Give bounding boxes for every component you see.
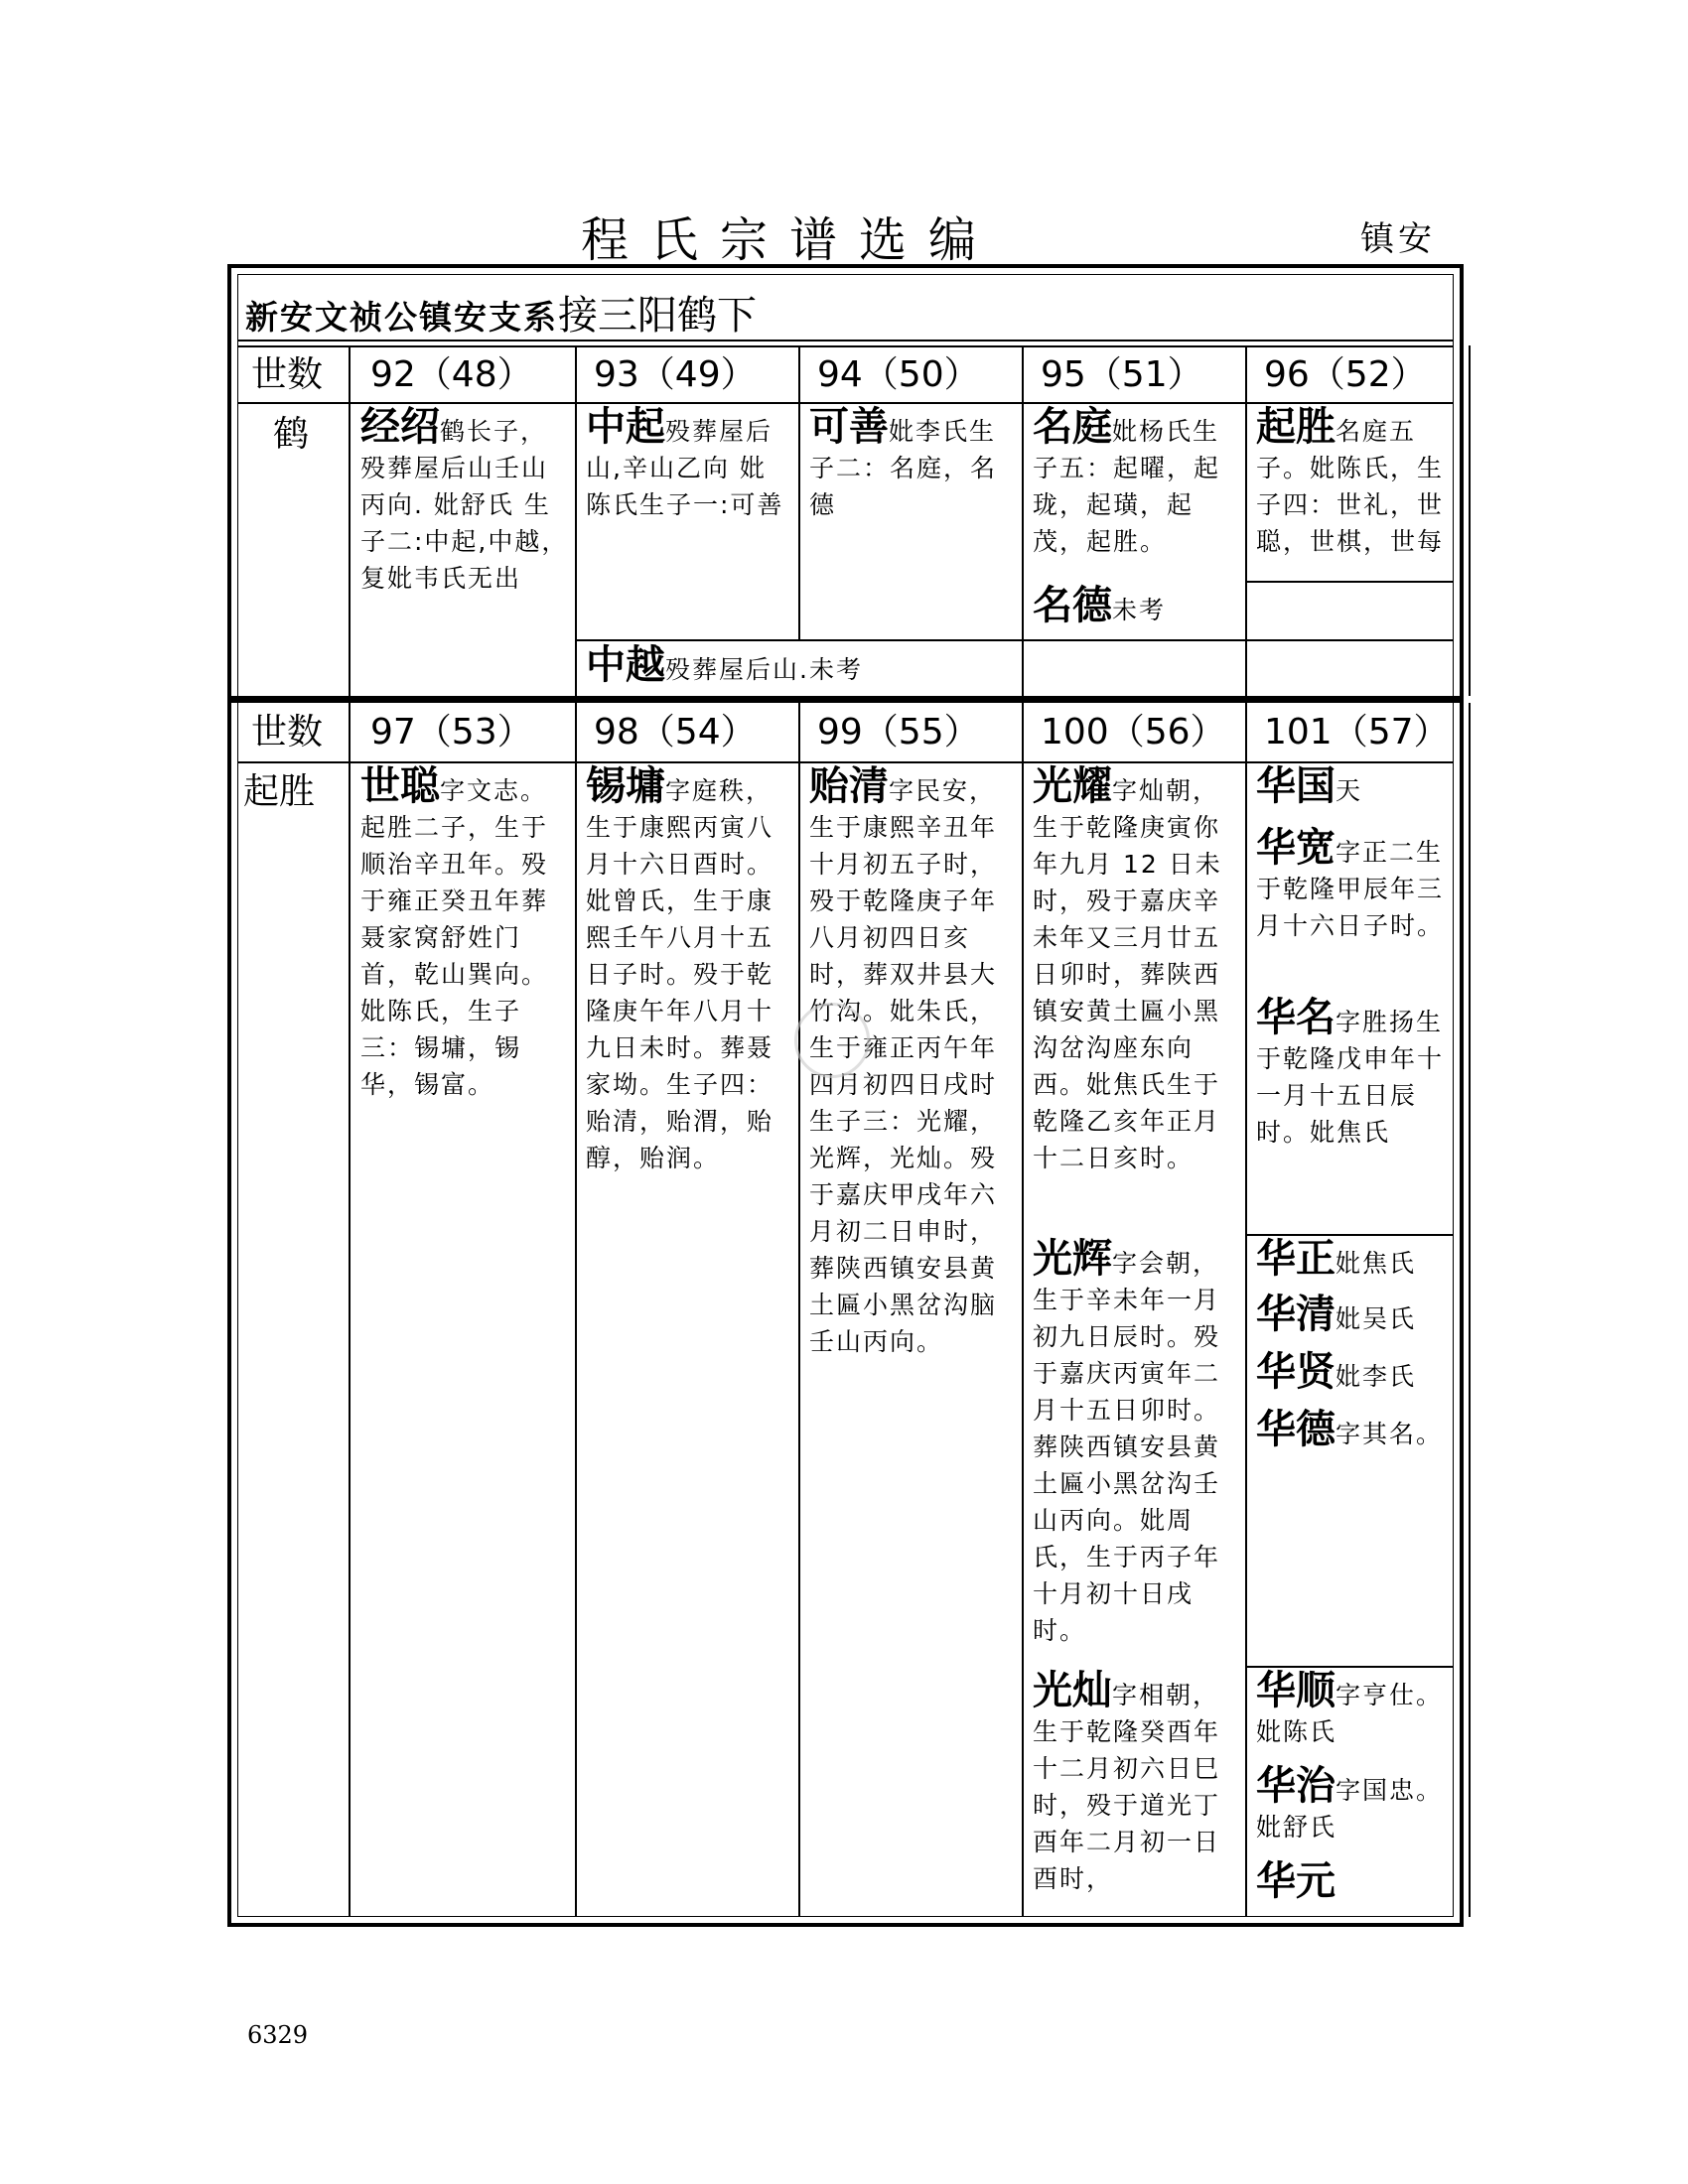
ancestor-label: 鹤 [273, 414, 310, 455]
page-number: 6329 [247, 2021, 309, 2049]
person-name: 光耀 [1033, 763, 1112, 809]
person-details: 鹤长子，殁葬屋后山壬山丙向. 妣舒氏 生子二:中起,中越，复妣韦氏无出 [360, 417, 569, 593]
divider [798, 345, 800, 639]
person-entry [1033, 1236, 1239, 1649]
generation-header: 98（54） [594, 712, 757, 752]
person-details: 字相朝，生于乾隆癸酉年十二月初六日巳时，殁于道光丁酉年二月初一日酉时， [1033, 1681, 1221, 1893]
person-entry [1256, 1292, 1455, 1337]
divider [575, 639, 1454, 641]
person-details: 字胜扬生于乾隆戊申年十一月十五日辰时。妣焦氏 [1256, 1008, 1445, 1147]
divider [575, 703, 577, 1917]
person-details: 妣吴氏 [1336, 1304, 1417, 1333]
person-details: 字亨仕。妣陈氏 [1256, 1681, 1444, 1746]
divider [1022, 345, 1024, 696]
banner-continuation: 接三阳鹤下 [558, 293, 757, 339]
section-divider [231, 696, 1460, 703]
divider [575, 345, 577, 696]
person-name: 光灿 [1033, 1668, 1112, 1713]
person-details: 妣李氏 [1336, 1362, 1417, 1391]
ancestor-label: 起胜 [243, 771, 316, 812]
divider [1469, 345, 1471, 696]
person-name: 华正 [1256, 1236, 1336, 1282]
person-entry [586, 404, 792, 523]
person-entry [1033, 404, 1239, 560]
divider [349, 345, 351, 696]
person-name: 经绍 [360, 404, 440, 450]
person-entry [360, 763, 569, 1103]
person-entry [1256, 995, 1455, 1151]
person-details: 殁葬屋后山.未考 [665, 655, 863, 684]
person-entry [1256, 763, 1455, 809]
person-entry [1033, 583, 1239, 628]
divider [349, 703, 351, 1917]
person-name: 华清 [1256, 1292, 1336, 1337]
person-name: 名庭 [1033, 404, 1112, 450]
page-title: 程氏宗谱选编 [581, 212, 999, 268]
person-entry [586, 642, 1013, 688]
person-name: 光辉 [1033, 1236, 1112, 1282]
generation-header: 99（55） [817, 712, 980, 752]
person-name: 华名 [1256, 995, 1336, 1040]
generation-header: 96（52） [1264, 354, 1427, 395]
person-name: 华元 [1256, 1858, 1336, 1904]
generation-header: 101（57） [1264, 712, 1450, 752]
generation-header: 97（53） [370, 712, 533, 752]
generation-header: 95（51） [1041, 354, 1203, 395]
divider [237, 340, 1454, 341]
person-name: 华治 [1256, 1763, 1336, 1809]
divider [1469, 703, 1471, 1917]
person-entry [586, 763, 792, 1176]
divider [798, 703, 800, 1917]
person-name: 可善 [809, 404, 889, 450]
person-details: 字其名。 [1336, 1420, 1444, 1448]
person-name: 华德 [1256, 1407, 1336, 1452]
person-details: 天 [1336, 776, 1363, 805]
person-details: 字会朝，生于辛未年一月初九日辰时。殁于嘉庆丙寅年二月十五日卯时。葬陕西镇安县黄土匾小黑岔沟壬山丙向。妣周氏，生于丙子年十月初十日戌时。 [1033, 1249, 1221, 1645]
banner-branch: 新安文祯公镇安支系 [245, 298, 558, 337]
person-details: 妣焦氏 [1336, 1249, 1417, 1278]
person-entry [1256, 1763, 1455, 1845]
person-name: 华顺 [1256, 1668, 1336, 1713]
person-name: 华贤 [1256, 1349, 1336, 1395]
person-name: 华宽 [1256, 825, 1336, 871]
person-name: 中起 [586, 404, 665, 450]
generation-header: 93（49） [594, 354, 757, 395]
generation-header: 100（56） [1041, 712, 1226, 752]
person-details: 字国忠。妣舒氏 [1256, 1776, 1444, 1842]
generation-label: 世数 [251, 712, 324, 752]
person-details: 字文志。起胜二子，生于顺治辛丑年。殁于雍正癸丑年葬聂家窝舒姓门首，乾山巽向。妣陈氏，生子三：锡墉，锡华，锡富。 [360, 776, 549, 1099]
person-details: 名庭五子。妣陈氏，生子四：世礼，世聪，世棋，世每 [1256, 417, 1445, 556]
person-name: 起胜 [1256, 404, 1336, 450]
location-label: 镇安 [1360, 219, 1436, 259]
person-entry [1256, 825, 1455, 944]
person-details: 字庭秩，生于康熙丙寅八月十六日酉时。妣曾氏，生于康熙壬午八月十五日子时。殁于乾隆庚午年八月十九日未时。葬聂家坳。生子四：贻清，贻渭，贻醇，贻润。 [586, 776, 774, 1172]
person-entry [1256, 1668, 1455, 1750]
person-name: 锡墉 [586, 763, 665, 809]
person-details: 妣杨氏生子五：起曜，起珑，起璜，起茂，起胜。 [1033, 417, 1221, 556]
generation-header: 94（50） [817, 354, 980, 395]
person-entry [1033, 1668, 1239, 1897]
person-name: 名德 [1033, 583, 1112, 628]
person-details: 字正二生于乾隆甲辰年三月十六日子时。 [1256, 838, 1445, 940]
person-details: 殁葬屋后山,辛山乙向 妣陈氏生子一:可善 [586, 417, 784, 519]
person-name: 华国 [1256, 763, 1336, 809]
generation-label: 世数 [251, 354, 324, 395]
divider [1245, 581, 1454, 583]
person-name: 贻清 [809, 763, 889, 809]
person-entry [1256, 1858, 1455, 1904]
person-details: 字民安，生于康熙辛丑年十月初五子时，殁于乾隆庚子年八月初四日亥时，葬双井县大竹沟。妣朱氏，生于雍正丙午年四月初四日戌时生子三：光耀，光辉，光灿。殁于嘉庆甲戌年六月初二日申时，葬陕西镇安县黄土匾小黑岔沟脑壬山丙向。 [809, 776, 998, 1356]
divider [237, 345, 1454, 347]
person-name: 世聪 [360, 763, 440, 809]
person-entry [360, 404, 569, 597]
generation-header: 92（48） [370, 354, 533, 395]
watermark-seal-icon [794, 1003, 870, 1078]
divider [1245, 703, 1247, 1917]
divider [1022, 703, 1024, 1917]
banner [245, 284, 757, 341]
genealogy-table [227, 264, 1464, 1927]
person-details: 字灿朝，生于乾隆庚寅你年九月 12 日未时，殁于嘉庆辛未年又三月廿五日卯时，葬陕西镇安黄土匾小黑沟岔沟座东向西。妣焦氏生于乾隆乙亥年正月十二日亥时。 [1033, 776, 1222, 1172]
person-details: 妣李氏生子二：名庭，名德 [809, 417, 998, 519]
person-entry [1033, 763, 1239, 1176]
person-entry [809, 404, 1016, 523]
person-name: 中越 [586, 642, 665, 688]
person-details: 未考 [1112, 596, 1167, 624]
person-entry [1256, 404, 1455, 560]
person-entry [1256, 1236, 1455, 1282]
person-entry [1256, 1407, 1455, 1452]
person-entry [1256, 1349, 1455, 1395]
divider [1245, 345, 1247, 696]
